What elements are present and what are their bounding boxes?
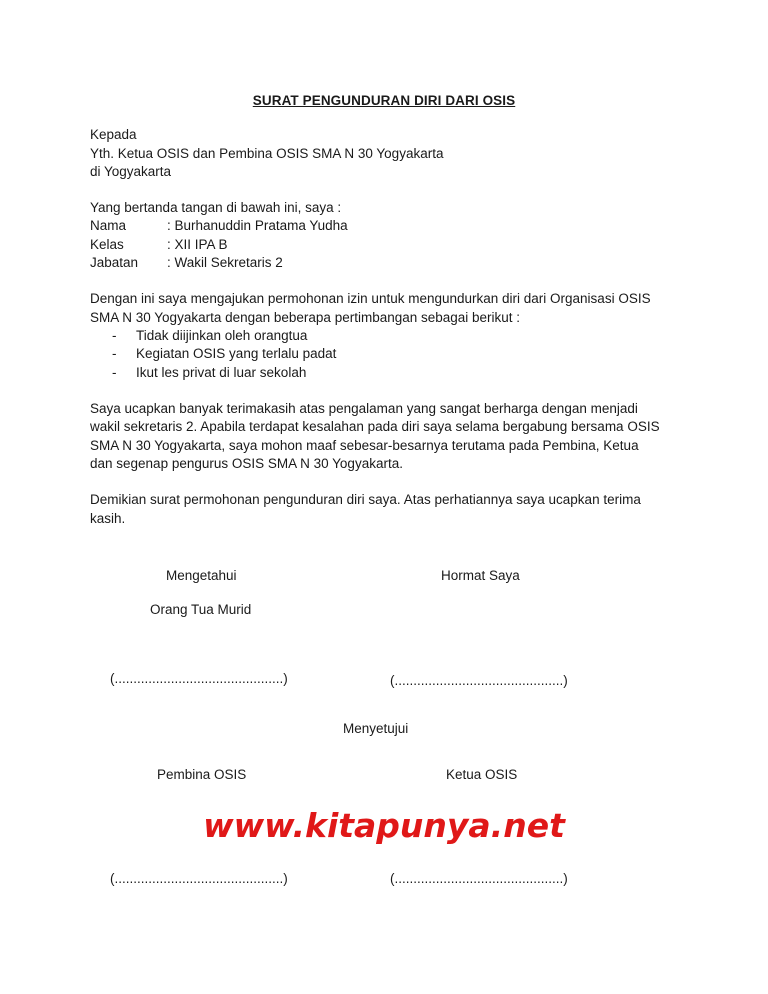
signature-line-student: (.............................................): [390, 673, 568, 688]
label-menyetujui: Menyetujui: [343, 721, 409, 736]
reason-item: Kegiatan OSIS yang terlalu padat: [136, 346, 337, 361]
address-kepada: Kepada: [90, 127, 137, 142]
reason-dash: -: [112, 365, 117, 380]
label-ketua-osis: Ketua OSIS: [446, 767, 518, 782]
identity-value-jabatan: : Wakil Sekretaris 2: [167, 255, 283, 270]
letter-title: SURAT PENGUNDURAN DIRI DARI OSIS: [252, 93, 516, 108]
label-orang-tua-murid: Orang Tua Murid: [150, 602, 252, 617]
label-mengetahui: Mengetahui: [166, 568, 237, 583]
identity-value-kelas: : XII IPA B: [167, 237, 228, 252]
watermark-url: www.kitapunya.net: [203, 806, 565, 845]
paragraph2-line2: wakil sekretaris 2. Apabila terdapat kesalahan pada diri saya selama bergabung bersama OSIS: [90, 419, 660, 434]
paragraph3-line2: kasih.: [90, 511, 126, 526]
intro-text: Yang bertanda tangan di bawah ini, saya :: [90, 200, 342, 215]
reason-item: Ikut les privat di luar sekolah: [136, 365, 307, 380]
address-location: di Yogyakarta: [90, 164, 172, 179]
paragraph2-line1: Saya ucapkan banyak terimakasih atas pengalaman yang sangat berharga dengan menjadi: [90, 401, 638, 416]
signature-line-ketua: (.............................................): [390, 871, 568, 886]
paragraph1-line1: Dengan ini saya mengajukan permohonan izin untuk mengundurkan diri dari Organisasi OSIS: [90, 291, 651, 306]
paragraph2-line4: dan segenap pengurus OSIS SMA N 30 Yogyakarta.: [90, 456, 403, 471]
identity-label-kelas: Kelas: [90, 237, 124, 252]
identity-value-nama: : Burhanuddin Pratama Yudha: [167, 218, 348, 233]
identity-label-jabatan: Jabatan: [90, 255, 139, 270]
reason-dash: -: [112, 346, 117, 361]
label-pembina-osis: Pembina OSIS: [157, 767, 247, 782]
reason-dash: -: [112, 328, 117, 343]
paragraph1-line2: SMA N 30 Yogyakarta dengan beberapa pertimbangan sebagai berikut :: [90, 310, 521, 325]
paragraph2-line3: SMA N 30 Yogyakarta, saya mohon maaf sebesar-besarnya terutama pada Pembina, Ketua: [90, 438, 639, 453]
reason-item: Tidak diijinkan oleh orangtua: [136, 328, 308, 343]
paragraph3-line1: Demikian surat permohonan pengunduran diri saya. Atas perhatiannya saya ucapkan terima: [90, 492, 641, 507]
identity-label-nama: Nama: [90, 218, 127, 233]
address-recipient: Yth. Ketua OSIS dan Pembina OSIS SMA N 30 Yogyakarta: [90, 146, 444, 161]
signature-line-pembina: (.............................................): [110, 871, 288, 886]
signature-line-parent: (.............................................): [110, 671, 288, 686]
label-hormat-saya: Hormat Saya: [441, 568, 520, 583]
